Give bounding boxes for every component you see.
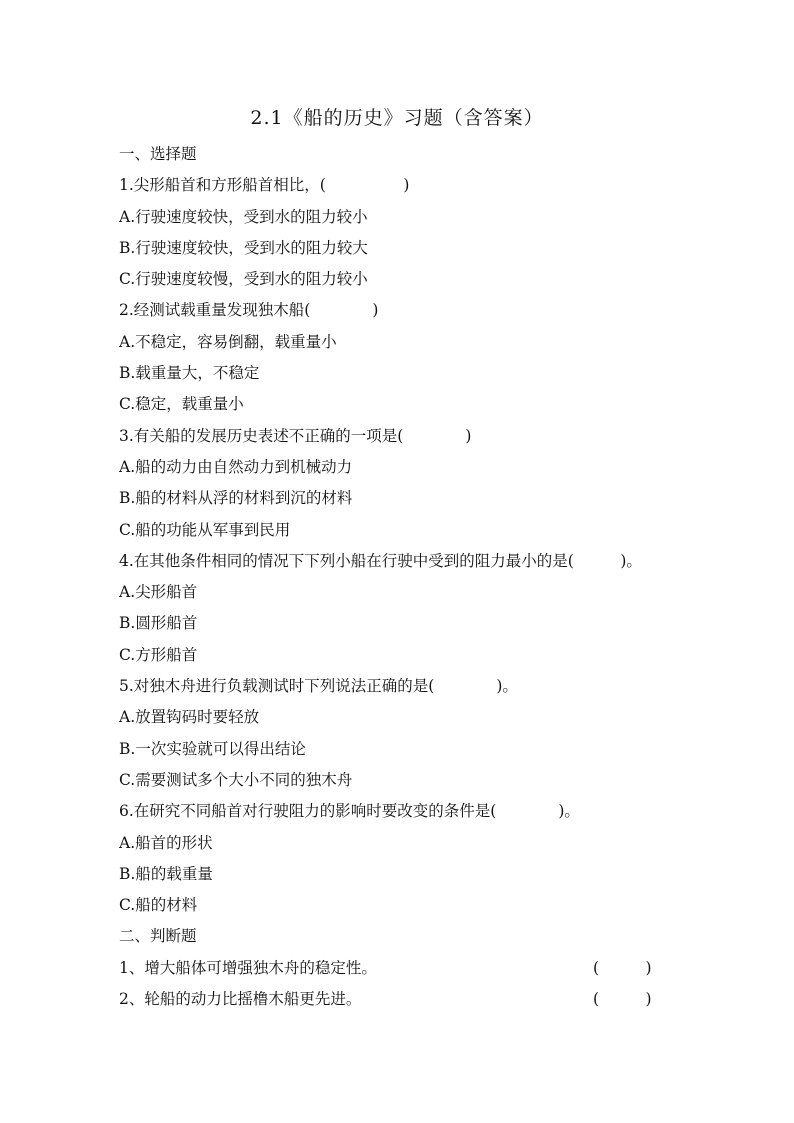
judgement-item: [119, 953, 679, 984]
question-option: A.放置钩码时要轻放: [119, 708, 260, 727]
section-heading-judgement: 二、判断题: [119, 927, 197, 946]
question-option: A.不稳定，容易倒翻，载重量小: [119, 332, 337, 351]
question-stem: 5.对独木舟进行负载测试时下列说法正确的是( )。: [119, 677, 518, 696]
question-stem: 2.经测试载重量发现独木船( ): [119, 301, 379, 320]
question-option: C.稳定，载重量小: [119, 395, 244, 414]
judgement-answer-blank: ( ): [593, 958, 652, 977]
question-option: B.行驶速度较快，受到水的阻力较大: [119, 238, 368, 257]
question-option: B.一次实验就可以得出结论: [119, 739, 306, 758]
question-option: B.载重量大，不稳定: [119, 364, 260, 383]
question-option: C.行驶速度较慢，受到水的阻力较小: [119, 270, 368, 289]
question-option: C.方形船首: [119, 645, 198, 664]
question-option: C.船的功能从军事到民用: [119, 520, 291, 539]
question-option: C.需要测试多个大小不同的独木舟: [119, 770, 353, 789]
question-option: C.船的材料: [119, 896, 198, 915]
question-stem: 1.尖形船首和方形船首相比，( ): [119, 176, 410, 195]
question-option: A.船首的形状: [119, 833, 213, 852]
question-stem: 3.有关船的发展历史表述不正确的一项是( ): [119, 426, 472, 445]
judgement-item: [119, 984, 679, 1015]
document-title: 2.1《船的历史》习题（含答案）: [250, 107, 544, 129]
question-option: A.尖形船首: [119, 583, 198, 602]
question-option: A.船的动力由自然动力到机械动力: [119, 457, 353, 476]
question-stem: 6.在研究不同船首对行驶阻力的影响时要改变的条件是( )。: [119, 802, 580, 821]
question-option: A.行驶速度较快，受到水的阻力较小: [119, 207, 368, 226]
judgement-text: 1、增大船体可增强独木舟的稳定性。: [119, 958, 377, 977]
document-body: [119, 139, 679, 1015]
question-option: B.船的材料从浮的材料到沉的材料: [119, 489, 353, 508]
question-option: B.船的载重量: [119, 864, 213, 883]
section-heading-choice: 一、选择题: [119, 145, 197, 163]
question-option: B.圆形船首: [119, 614, 198, 633]
judgement-answer-blank: ( ): [593, 990, 652, 1009]
question-stem: 4.在其他条件相同的情况下下列小船在行驶中受到的阻力最小的是( )。: [119, 551, 642, 570]
judgement-text: 2、轮船的动力比摇橹木船更先进。: [119, 990, 362, 1009]
